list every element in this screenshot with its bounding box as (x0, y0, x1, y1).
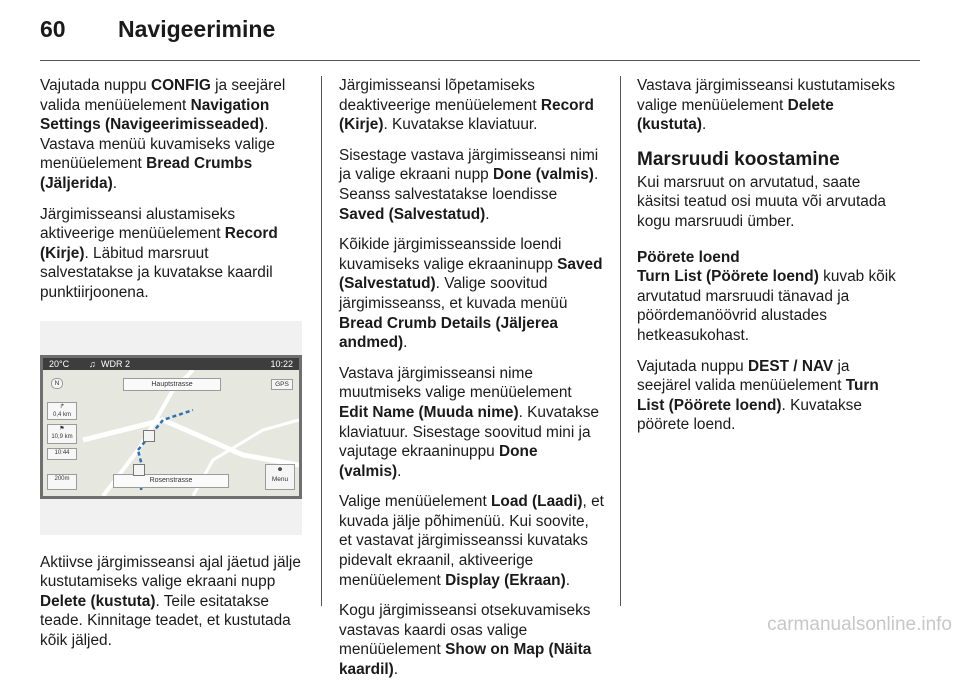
paragraph: Aktiivse järgimisseansi ajal jäetud jälje kustutamiseks valige ekraani nupp Delete (kustuta). Teile esitatakse teade. Kinnitage teadet, et kustutada kõik jäljed. (40, 553, 301, 649)
navigation-screenshot (40, 321, 302, 535)
flag-icon: ⚑ (59, 425, 65, 432)
paragraph: Vastava järgimisseansi nime muutmiseks valige menüüelement Edit Name (Muuda nime). Kuvatakse klaviatuur. Sisestage soovitud mini ja vajutage ekraaninuppu Done (valmis). (339, 364, 599, 480)
clock-time: 10:22 (270, 358, 293, 369)
paragraph: Kui marsruut on arvutatud, saate käsitsi teatud osi muuta või arvutada kogu marsruudi ümber. (637, 173, 886, 230)
paragraph: Kogu järgimisseansi otsekuvamiseks vastavas kaardi osas valige menüüelement Show on Map (Näita kaardil). (339, 602, 592, 679)
menu-term: Load (Laadi) (491, 493, 583, 511)
menu-term: Display (Ekraan) (445, 571, 566, 589)
menu-term: Saved (Salvestatud) (339, 205, 486, 223)
column-divider-2 (620, 76, 621, 606)
column-3 (637, 76, 902, 446)
menu-term: Delete (kustuta) (637, 96, 834, 134)
status-bar (43, 358, 299, 370)
arrival-time: 10:44 (47, 448, 77, 460)
column-1 (40, 76, 305, 662)
menu-term: Record (Kirje) (339, 96, 594, 134)
page-number: 60 (40, 16, 66, 42)
paragraph: Vajutada nuppu CONFIG ja seejärel valida menüüelement Navigation Settings (Navigeerimisseaded). Vastava menüü kuvamiseks valige menüüelement Bread Crumbs (Jäljerida). (40, 77, 286, 192)
menu-term: Saved (Salvestatud) (339, 255, 603, 293)
vehicle-position-icon (133, 464, 145, 476)
street-name-top: Hauptstrasse (123, 378, 221, 391)
turn-arrow-icon: ↱ (59, 403, 65, 410)
menu-term: Record (Kirje) (40, 225, 278, 262)
paragraph: Vastava järgimisseansi kustutamiseks valige menüüelement Delete (kustuta). (637, 77, 896, 134)
page-title: Navigeerimine (118, 16, 276, 42)
subsection-heading: Pöörete loend (637, 248, 740, 266)
menu-term: DEST / NAV (747, 357, 834, 375)
menu-button[interactable]: ☻ Menu (265, 464, 295, 490)
menu-term: Delete (kustuta) (40, 592, 156, 610)
menu-term: Turn List (Pöörete loend) (637, 377, 879, 414)
distance-next-turn: ↱ 0,4 km (47, 402, 77, 420)
distance-destination: ⚑ 10,9 km (47, 424, 77, 444)
poi-icon (143, 430, 155, 442)
paragraph: Järgimisseansi lõpetamiseks deaktiveerige menüüelement Record (Kirje). Kuvatakse klaviatuur. (339, 77, 594, 134)
menu-term: Bread Crumb Details (Jäljerea andmed) (339, 314, 558, 352)
menu-term: Bread Crumbs (Jäljerida) (40, 155, 253, 192)
display-screen (43, 358, 299, 496)
radio-station: WDR 2 (101, 358, 130, 369)
paragraph: Järgimisseansi alustamiseks aktiveerige menüüelement Record (Kirje). Läbitud marsruut salvestatakse ja kuvatakse kaardil punktiirjoonena. (40, 205, 278, 301)
person-icon: ☻ (276, 465, 284, 473)
menu-term: Turn List (Pöörete loend) (637, 268, 819, 286)
header-rule (40, 60, 920, 61)
menu-term: Edit Name (Muuda nime) (339, 403, 519, 421)
column-2 (339, 76, 604, 691)
display-frame (40, 355, 302, 499)
paragraph: Valige menüüelement Load (Laadi), et kuvada jälje põhimenüü. Kui soovite, et vastavat järgimisseanssi kuvataks pidevalt ekraanil, aktiveerige menüüelement Display (Ekraan). (339, 493, 604, 589)
street-name-bottom: Rosenstrasse (113, 474, 229, 488)
menu-term: Show on Map (Näita kaardil) (339, 641, 592, 679)
paragraph: Kõikide järgimisseansside loendi kuvamiseks valige ekraaninupp Saved (Salvestatud). Valige soovitud järgimisseanss, et kuvada menüü Bread Crumb Details (Jäljerea andmed). (339, 236, 603, 352)
paragraph: Turn List (Pöörete loend) kuvab kõik arvutatud marsruudi tänavad ja pöördemanöövrid alustades hetkeasukohast. (637, 268, 896, 344)
section-heading: Marsruudi koostamine (637, 148, 840, 170)
menu-term: CONFIG (150, 77, 211, 94)
menu-term: Done (valmis) (493, 166, 594, 184)
column-divider-1 (321, 76, 322, 606)
paragraph: Vajutada nuppu DEST / NAV ja seejärel valida menüüelement Turn List (Pöörete loend). Kuvatakse pöörete loend. (637, 357, 879, 434)
compass-icon[interactable]: N (51, 378, 63, 389)
gps-button[interactable]: GPS (271, 379, 293, 390)
map-view[interactable] (43, 370, 299, 496)
watermark: carmanualsonline.info (767, 614, 952, 635)
radio-icon: ♫ (89, 358, 96, 369)
map-scale: 200m (47, 474, 77, 490)
temperature: 20°C (49, 358, 70, 369)
menu-term: Done (valmis) (339, 443, 538, 480)
paragraph: Sisestage vastava järgimisseansi nimi ja valige ekraani nupp Done (valmis). Seanss salvestatakse loendisse Saved (Salvestatud). (339, 146, 599, 223)
menu-term: Navigation Settings (Navigeerimisseaded) (40, 96, 270, 134)
